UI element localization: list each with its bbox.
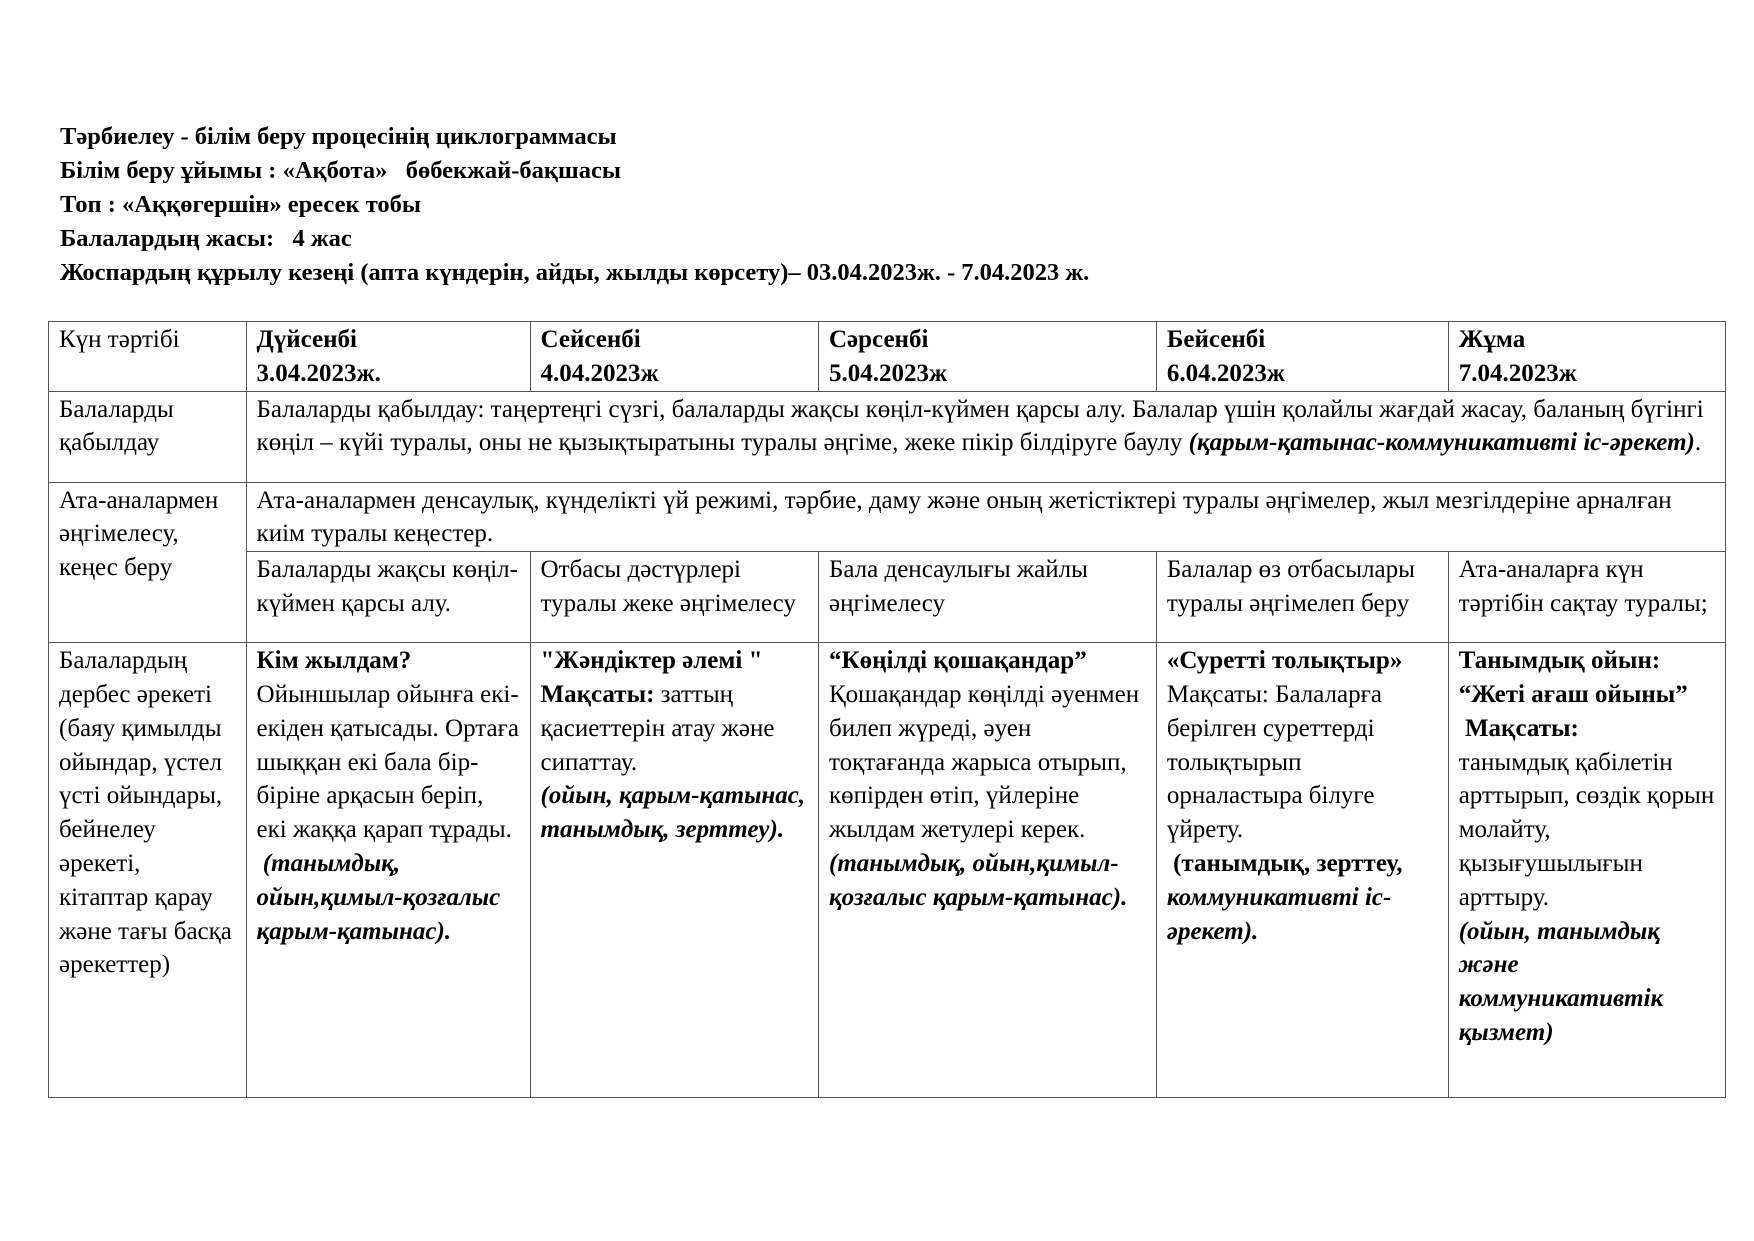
parents-general-row [49,482,1726,552]
parents-days-row [49,552,1726,643]
activity-thursday [1156,643,1448,1098]
reception-text-cell [246,391,1725,482]
header-group: Топ : «Аққөгершін» ересек тобы [60,191,422,218]
day-date: 4.04.2023ж [540,359,659,387]
row-label-parents: Ата-аналармен әңгімелесу, кеңес беру [49,482,247,643]
parents-thursday: Балалар өз отбасылары туралы әңгімелеп беру [1156,552,1448,643]
reception-text: Балаларды қабылдау: таңертеңгі сүзгі, балаларды жақсы көңіл-күймен қарсы алу. Балалар үшін қолайлы жағдай жасау, баланың бүгінгі көңіл – күйі туралы, оны не қызықтыратыны туралы әңгіме, жеке пікір білдіруге баулу [256,395,1704,457]
day-header-friday [1448,322,1725,392]
day-header-thursday [1156,322,1448,392]
table-header-row [49,322,1726,392]
activity-note: (танымдық, ойын,қимыл- қозғалыс қарым-қатынас). [829,849,1128,911]
day-name: Сейсенбі [540,326,641,353]
activity-title: "Жәндіктер әлемі " [540,647,763,675]
header-age: Балалардың жасы: 4 жас [60,225,352,252]
activity-wednesday [819,643,1157,1098]
day-name: Дүйсенбі [256,326,357,353]
day-date: 3.04.2023ж. [256,359,381,387]
header-title: Тәрбиелеу - білім беру процесінің циклограммасы [60,123,617,150]
day-header-wednesday [819,322,1157,392]
activity-title: “Көңілді қошақандар” [829,647,1087,675]
parents-friday: Ата-аналарға күн тәртібін сақтау туралы; [1448,552,1725,643]
activity-note: (танымдық, зерттеу, [1166,849,1403,877]
day-header-tuesday [530,322,818,392]
activity-note: (танымдық, ойын,қимыл-қозғалыс қарым-қатынас). [256,849,507,945]
activity-row [49,643,1726,1098]
corner-cell: Күн тәртібі [49,322,247,392]
activity-friday [1448,643,1725,1098]
reception-row [49,391,1726,482]
goal-text: танымдық қабілетін арттырып, сөздік қорын молайту, қызығушылығын арттыру. [1458,748,1715,911]
day-name: Сәрсенбі [829,326,929,353]
day-date: 6.04.2023ж [1166,359,1285,387]
activity-note: (ойын, танымдық және коммуникативтік қызмет) [1458,917,1664,1046]
day-name: Жұма [1458,326,1526,353]
activity-title: «Суретті толықтыр» [1166,647,1403,675]
activity-monday [246,643,530,1098]
header-organization: Білім беру ұйымы : «Ақбота» бөбекжай-бақшасы [60,157,621,184]
activity-note-italic: коммуникативті іс-әрекет). [1166,883,1392,945]
goal-label: Мақсаты: [540,680,655,708]
cyclogram-table [48,321,1726,1098]
parents-general-text: Ата-аналармен денсаулық, күнделікті үй режимі, тәрбие, даму және оның жетістіктері туралы әңгімелер, жыл мезгілдеріне арналған киім туралы кеңестер. [246,482,1725,552]
day-date: 5.04.2023ж [829,359,948,387]
parents-tuesday: Отбасы дәстүрлері туралы жеке әңгімелесу [530,552,818,643]
activity-text: Қошақандар көңілді әуенмен билеп жүреді, әуен тоқтағанда жарыса отырып, көпірден өтіп, үйлеріне жылдам жетулері керек. [829,680,1140,844]
activity-text: Мақсаты: Балаларға берілген суреттерді толықтырып орналастыра білуге үйрету. [1166,680,1382,844]
activity-text: Ойыншылар ойынға екі-екіден қатысады. Ортаға шыққан екі бала бір-біріне арқасын беріп, екі жаққа қарап тұрады. [256,680,519,844]
activity-title: Кім жылдам? [256,647,412,675]
reception-note: (қарым-қатынас-коммуникативті іс-әрекет) [1188,429,1695,457]
row-label-activity: Балалардың дербес әрекеті (баяу қимылды ойындар, үстел үсті ойындары, бейнелеу әрекеті, кітаптар қарау және тағы басқа әрекеттер) [49,643,247,1098]
day-date: 7.04.2023ж [1458,359,1577,387]
reception-period: . [1694,429,1702,457]
header-period: Жоспардың құрылу кезеңі (апта күндерін, айды, жылды көрсету)– 03.04.2023ж. - 7.04.2023 ж. [60,259,1090,286]
activity-title: Танымдық ойын: “Жеті ағаш ойыны” [1458,647,1688,708]
row-label-reception: Балаларды қабылдау [49,391,247,482]
day-header-monday [246,322,530,392]
day-name: Бейсенбі [1166,326,1266,353]
goal-label: Мақсаты: [1458,714,1579,742]
document-header [60,120,1089,290]
parents-wednesday: Бала денсаулығы жайлы әңгімелесу [819,552,1157,643]
goal-text: заттың қасиеттерін атау және сипаттау. [540,680,775,776]
activity-note: (ойын, қарым-қатынас, танымдық, зерттеу). [540,782,806,844]
activity-tuesday [530,643,818,1098]
parents-monday: Балаларды жақсы көңіл- күймен қарсы алу. [246,552,530,643]
